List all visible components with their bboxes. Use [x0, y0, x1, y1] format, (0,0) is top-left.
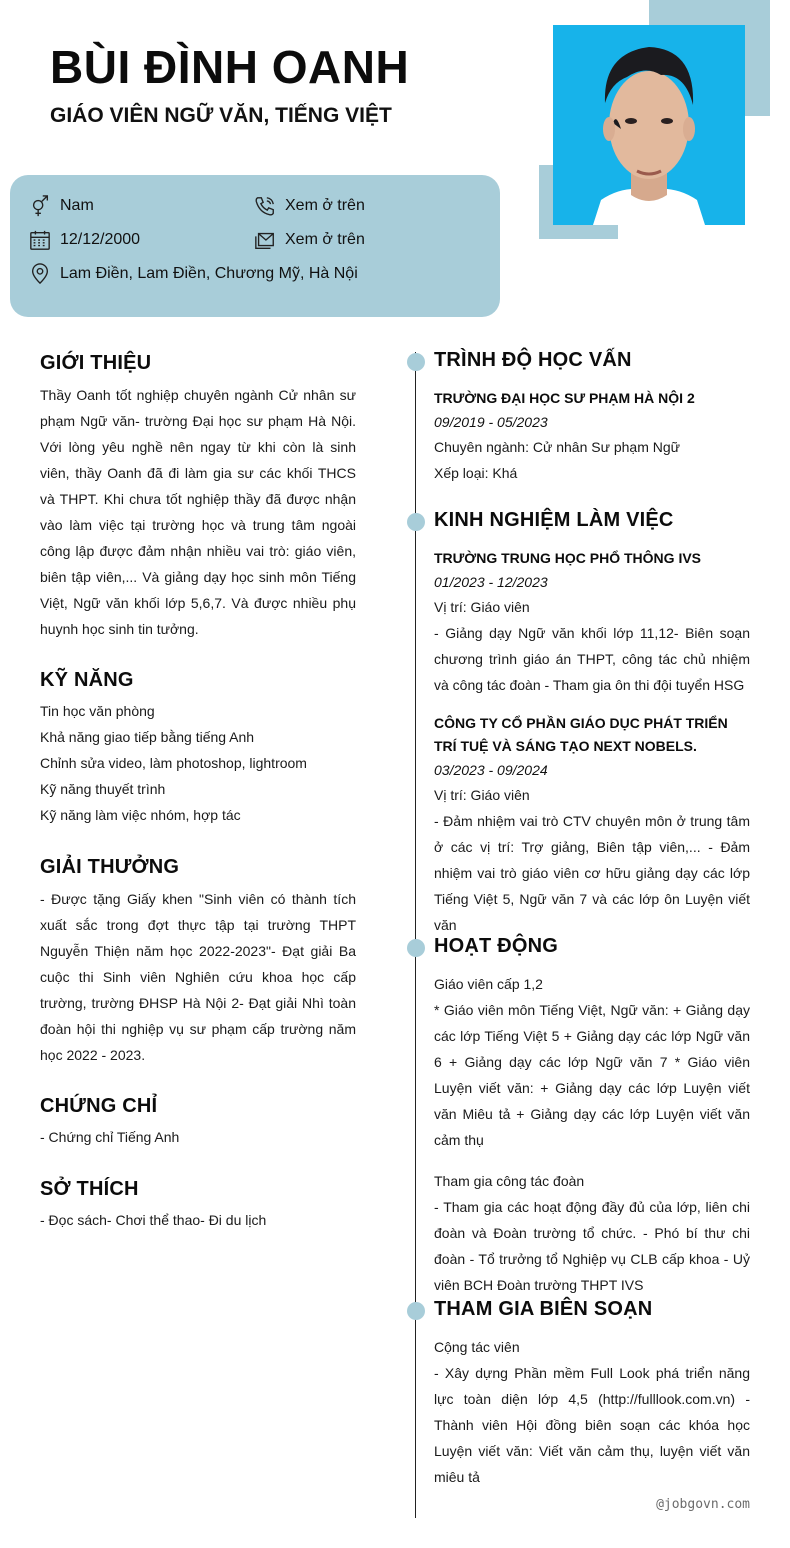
activity-desc: - Tham gia các hoạt động đầy đủ của lớp, liên chi đoàn và Đoàn trường tổ chức. - Phó bí thư chi đoàn - Tổ trưởng tổ Nghiệp vụ CLB cấp khoa - Uỷ viên BCH Đoàn trường THPT IVS: [434, 1199, 750, 1293]
job-position: Vị trí: Giáo viên: [434, 599, 530, 615]
phone-icon: [254, 195, 276, 217]
education-major: Chuyên ngành: Cử nhân Sư phạm Ngữ: [434, 439, 681, 455]
job-org: TRƯỜNG TRUNG HỌC PHỔ THÔNG IVS: [434, 550, 702, 566]
contact-dob: [29, 229, 140, 251]
activity-entry: [434, 971, 750, 1153]
education-school: TRƯỜNG ĐẠI HỌC SƯ PHẠM HÀ NỘI 2: [434, 390, 695, 406]
timeline-dot: [407, 353, 425, 371]
hobbies-text: - Đọc sách- Chơi thể thao- Đi du lịch: [40, 1212, 267, 1228]
skills-list: [40, 698, 356, 828]
activities-title: HOẠT ĐỘNG: [434, 935, 559, 957]
dob-value: 12/12/2000: [60, 231, 141, 248]
contact-address: [29, 263, 358, 285]
awards-text: - Được tặng Giấy khen "Sinh viên có thành tích xuất sắc trong đợt thực tập tại trường THPT Nguyễn Thiện năm học 2022-2023"- Đạt giải Ba cuộc thi Sinh viên Nghiên cứu khoa học cấp trường, trường ĐHSP Hà Nội 2- Đạt giải Nhì toàn đoàn hội thi nghiệp vụ sư phạm cấp trường năm học 2022 - 2023.: [40, 891, 356, 1063]
activity-heading: Tham gia công tác đoàn: [434, 1173, 585, 1189]
skills-section: [40, 669, 356, 828]
editorial-desc: - Xây dựng Phần mềm Full Look phá triển năng lực toàn diện lớp 4,5 (http://fulllook.com.vn) - Thành viên Hội đồng biên soạn các khóa học Luyện viết văn: Viết văn cảm thụ, luyện viết văn miêu tả: [434, 1365, 750, 1485]
location-pin-icon: [29, 263, 51, 285]
hobbies-section: [40, 1178, 356, 1233]
skill-item: Khả năng giao tiếp bằng tiếng Anh: [40, 729, 255, 745]
intro-section: [40, 352, 356, 642]
timeline-dot: [407, 939, 425, 957]
contact-panel: [10, 175, 500, 317]
gender-icon: [29, 195, 51, 217]
education-grade: Xếp loại: Khá: [434, 465, 518, 481]
portrait-illustration: [553, 25, 745, 225]
profile-photo: [553, 25, 745, 225]
skills-title: KỸ NĂNG: [40, 669, 134, 691]
gender-value: Nam: [60, 197, 94, 214]
intro-title: GIỚI THIỆU: [40, 352, 152, 374]
timeline-dot: [407, 513, 425, 531]
editorial-heading: Cộng tác viên: [434, 1339, 520, 1355]
job-position: Vị trí: Giáo viên: [434, 787, 530, 803]
job-entry: [434, 712, 750, 938]
skill-item: Chỉnh sửa video, làm photoshop, lightroom: [40, 755, 307, 771]
address-value: Lam Điền, Lam Điền, Chương Mỹ, Hà Nội: [60, 265, 358, 282]
certificates-title: CHỨNG CHỈ: [40, 1095, 158, 1117]
calendar-icon: [29, 229, 51, 251]
skill-item: Kỹ năng thuyết trình: [40, 781, 166, 797]
phone-value: Xem ở trên: [285, 197, 365, 214]
job-desc: - Giảng dạy Ngữ văn khối lớp 11,12- Biên soạn chương trình giáo án THPT, công tác chủ nhiệm và công tác đoàn - Tham gia ôn thi đội tuyển HSG: [434, 625, 750, 693]
awards-title: GIẢI THƯỞNG: [40, 856, 180, 878]
certificates-section: [40, 1095, 356, 1150]
timeline-dot: [407, 1302, 425, 1320]
job-org: CÔNG TY CỔ PHẦN GIÁO DỤC PHÁT TRIỂN TRÍ TUỆ VÀ SÁNG TẠO NEXT NOBELS.: [434, 715, 728, 754]
awards-section: [40, 856, 356, 1068]
activity-entry: [434, 1168, 750, 1298]
education-section: [434, 349, 750, 486]
hobbies-title: SỞ THÍCH: [40, 1178, 139, 1200]
job-period: 01/2023 - 12/2023: [434, 574, 548, 590]
skill-item: Tin học văn phòng: [40, 703, 155, 719]
editorial-title: THAM GIA BIÊN SOẠN: [434, 1298, 653, 1320]
contact-phone: [254, 195, 365, 217]
editorial-section: [434, 1298, 750, 1490]
education-period: 09/2019 - 05/2023: [434, 414, 548, 430]
experience-title: KINH NGHIỆM LÀM VIỆC: [434, 509, 674, 531]
education-title: TRÌNH ĐỘ HỌC VẤN: [434, 349, 632, 371]
experience-section: [434, 509, 750, 938]
watermark: @jobgovn.com: [656, 1497, 750, 1512]
job-title: GIÁO VIÊN NGỮ VĂN, TIẾNG VIỆT: [50, 104, 392, 127]
email-value: Xem ở trên: [285, 231, 365, 248]
candidate-name: BÙI ĐÌNH OANH: [50, 41, 410, 93]
intro-text: Thầy Oanh tốt nghiệp chuyên ngành Cử nhân sư phạm Ngữ văn- trường Đại học sư phạm Hà Nội. Với lòng yêu nghề nên ngay từ khi còn là sinh viên, thầy Oanh đã đi làm gia sư các khối THCS và THPT. Khi chưa tốt nghiệp thầy đã được nhận vào làm việc tại trường học và trung tâm ngoài công lập được đảm nhận nhiều vai trò: giáo viên, biên tập viên,... Và giảng dạy học sinh môn Tiếng Việt, Ngữ văn khối lớp 5,6,7. Và được nhiều phụ huynh học sinh tin tưởng.: [40, 387, 356, 637]
activity-heading: Giáo viên cấp 1,2: [434, 976, 543, 992]
contact-email: [254, 229, 365, 251]
mail-icon: [254, 229, 276, 251]
certificates-text: - Chứng chỉ Tiếng Anh: [40, 1129, 180, 1145]
job-entry: [434, 547, 750, 698]
activity-desc: * Giáo viên môn Tiếng Việt, Ngữ văn: + Giảng dạy các lớp Tiếng Việt 5 + Giảng dạy các lớp Ngữ văn 6 + Giảng dạy các lớp Ngữ văn 7 * Giáo viên Luyện viết văn: + Giảng dạy các lớp Luyện viết văn Miêu tả + Giảng dạy các lớp Luyện viết văn cảm thụ: [434, 1002, 750, 1148]
activities-section: [434, 935, 750, 1298]
job-desc: - Đảm nhiệm vai trò CTV chuyên môn ở trung tâm ở các vị trí: Trợ giảng, Biên tập viên,... - Đảm nhiệm vai trò giáo viên cơ hữu giảng dạy các lớp Tiếng Việt 5, Ngữ văn 7 và các lớp ôn Luyện viết văn: [434, 813, 750, 933]
job-period: 03/2023 - 09/2024: [434, 762, 548, 778]
contact-gender: [29, 195, 94, 217]
skill-item: Kỹ năng làm việc nhóm, hợp tác: [40, 807, 241, 823]
